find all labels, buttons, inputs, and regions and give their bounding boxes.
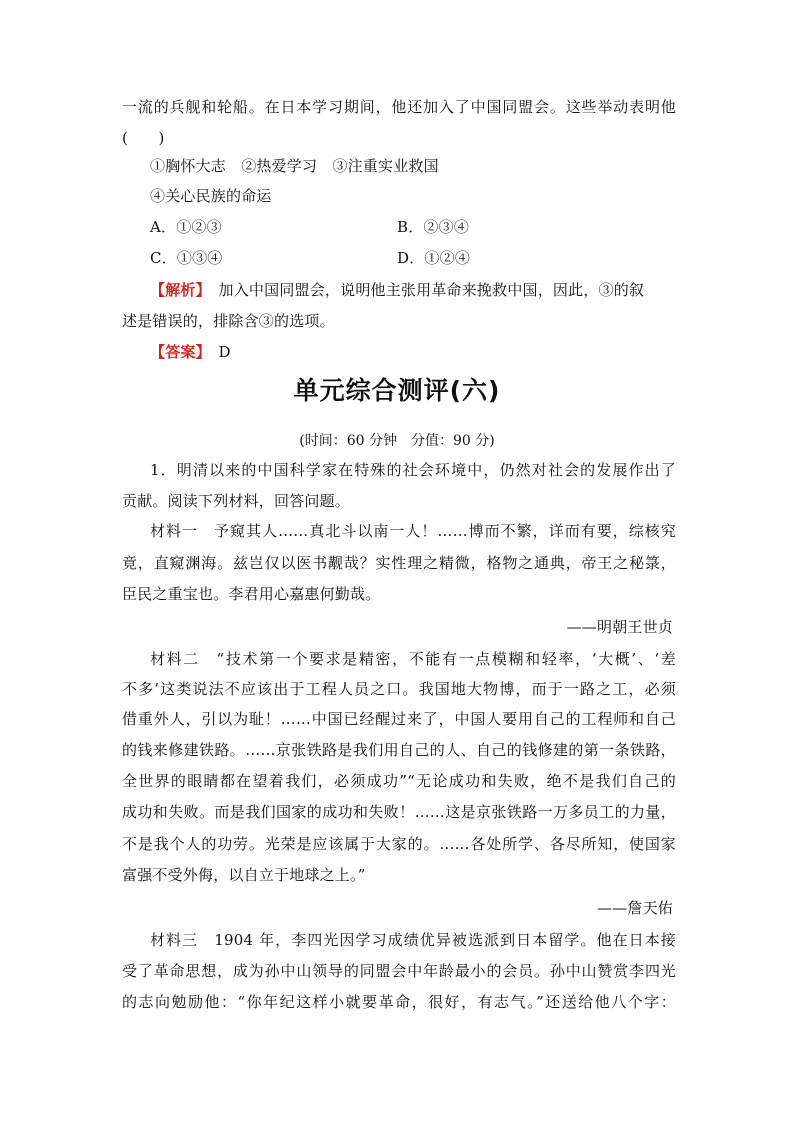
material-text: 予窥其人……真北斗以南一人！……博而不繁，详而有要，综核究 [198, 522, 676, 540]
analysis-text: 加入中国同盟会，说明他主张用革命来挽救中国，因此，③的叙 [203, 281, 645, 299]
analysis-tag: 【解析】 [150, 281, 204, 299]
material-line: 受了革命思想，成为孙中山领导的同盟会中年龄最小的会员。孙中山赞赏李四光 [122, 962, 676, 980]
material-line: 不多’这类说法不应该出于工程人员之口。我国地大物博，而于一路之工，必须 [122, 680, 676, 698]
question-stem-line: 贡献。阅读下列材料，回答问题。 [122, 492, 351, 510]
material-line: 的志向勉励他：“你年纪这样小就要革命，很好，有志气。”还送给他八个字： [122, 993, 676, 1011]
material-text: “技术第一个要求是精密，不能有一点模糊和轻率，‘大概’、‘差 [199, 650, 676, 668]
material-text: 1904 年，李四光因学习成绩优异被选派到日本留学。他在日本接 [198, 931, 676, 949]
material-line [150, 520, 676, 542]
answer-value: D [203, 343, 231, 361]
analysis-line [150, 279, 644, 301]
material-line [150, 648, 676, 670]
options-statement: ④关心民族的命运 [150, 187, 272, 205]
material-line: 成功和失败。而是我们国家的成功和失败！……这是京张铁路一万多员工的力量， [122, 803, 676, 821]
choice-d: D．①②④ [397, 249, 471, 267]
material-line: 的钱来修建铁路。……京张铁路是我们用自己的人、自己的钱修建的第一条铁路， [122, 741, 676, 759]
question-stem-line: 一流的兵舰和轮船。在日本学习期间，他还加入了中国同盟会。这些举动表明他 [122, 98, 676, 116]
material-line: 富强不受外侮，以自立于地球之上。” [122, 866, 366, 884]
options-statement: ①胸怀大志 ②热爱学习 ③注重实业救国 [150, 157, 439, 175]
choice-a: A．①②③ [150, 218, 222, 236]
choice-c: C．①③④ [150, 249, 223, 267]
material-line: 全世界的眼睛都在望着我们，必须成功”“无论成功和失败，绝不是我们自己的 [122, 772, 676, 790]
material-line: 不是我个人的功劳。光荣是应该属于大家的。……各处所学、各尽所知，使国家 [122, 835, 676, 853]
unit-title: 单元综合测评(六) [293, 376, 501, 405]
material-line: 臣民之重宝也。李君用心嘉惠何勤哉。 [122, 585, 381, 603]
material-label: 材料一 [150, 522, 199, 540]
analysis-line: 述是错误的，排除含③的选项。 [122, 312, 335, 330]
answer-paren: ( ) [122, 129, 165, 147]
material-source: ——詹天佑 [596, 899, 673, 917]
choice-b: B．②③④ [397, 218, 470, 236]
answer-tag: 【答案】 [150, 343, 204, 361]
question-stem-line: 1．明清以来的中国科学家在特殊的社会环境中，仍然对社会的发展作出了 [150, 461, 676, 479]
material-label: 材料三 [150, 931, 199, 949]
exam-info: (时间：60 分钟 分值：90 分) [299, 433, 495, 449]
material-line: 借重外人，引以为耻！……中国已经醒过来了，中国人要用自己的工程师和自己 [122, 710, 676, 728]
material-label: 材料二 [150, 650, 200, 668]
answer-line [150, 341, 231, 363]
material-line: 竟，直窥渊海。兹岂仅以医书觏哉？实性理之精微，格物之通典，帝王之秘箓， [122, 554, 676, 572]
material-source: ——明朝王世贞 [566, 618, 673, 636]
material-line [150, 929, 676, 951]
